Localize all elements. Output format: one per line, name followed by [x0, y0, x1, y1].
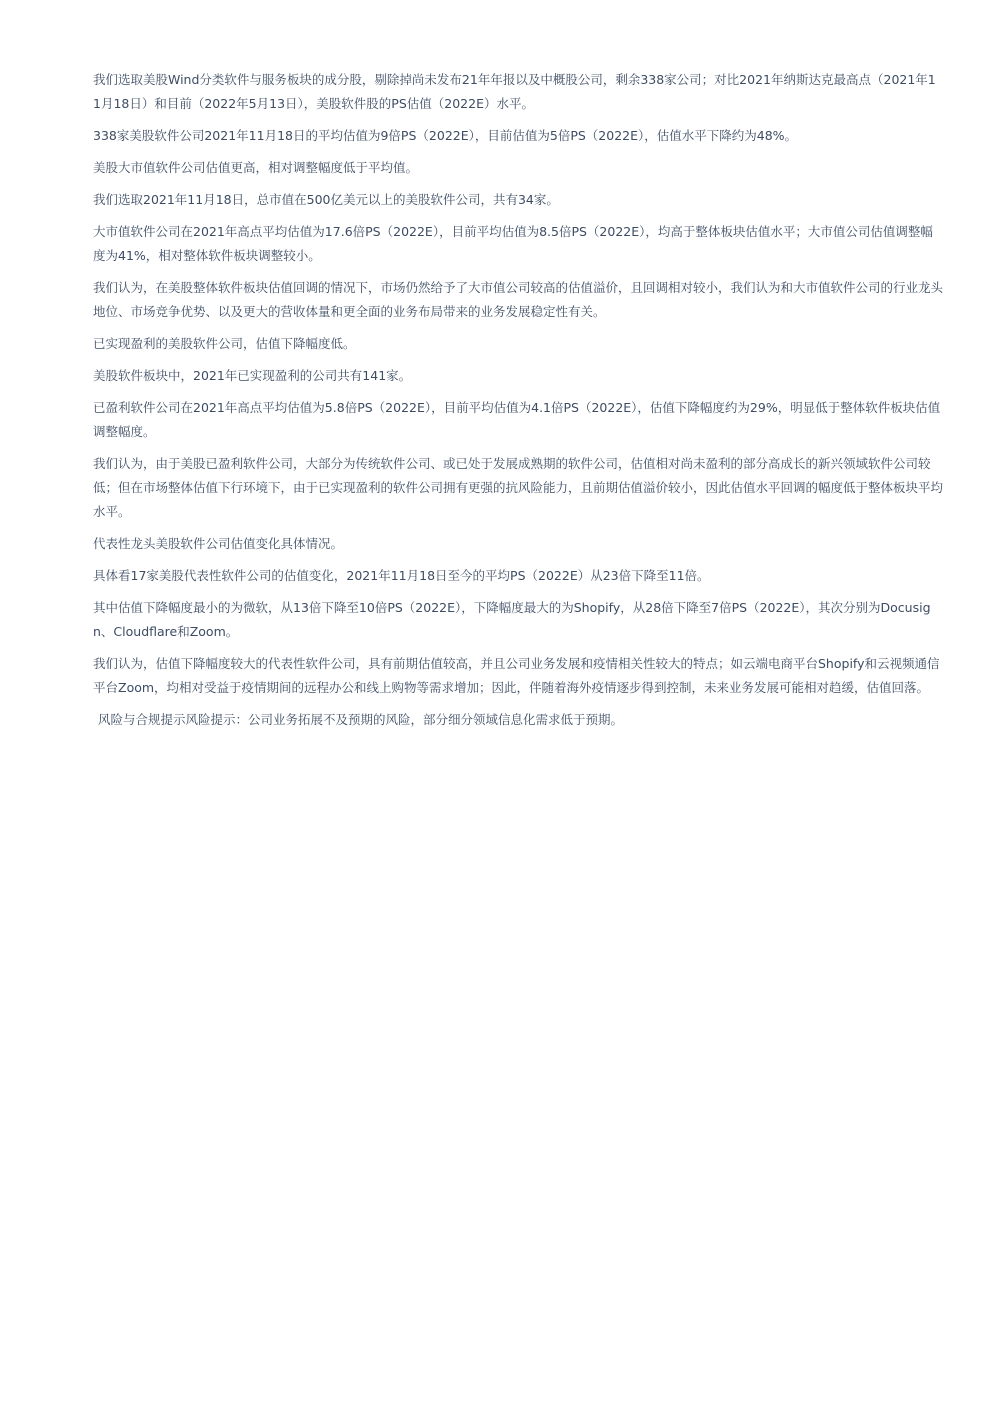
- paragraph-leaders-heading: 代表性龙头美股软件公司估值变化具体情况。: [93, 536, 344, 551]
- paragraph-large-cap-valuation: 大市值软件公司在2021年高点平均估值为17.6倍PS（2022E），目前平均估值为8.5倍PS（2022E），均高于整体板块估值水平；大市值公司估值调整幅度为41%，相对整体软件板块调整较小。: [93, 224, 933, 263]
- paragraph-profitable-valuation: 已盈利软件公司在2021年高点平均估值为5.8倍PS（2022E），目前平均估值为4.1倍PS（2022E），估值下降幅度约为29%，明显低于整体软件板块估值调整幅度。: [93, 400, 941, 439]
- paragraph-large-cap-selection: 我们选取2021年11月18日，总市值在500亿美元以上的美股软件公司，共有34家。: [93, 192, 559, 207]
- document-body: [93, 68, 943, 740]
- paragraph-scope: 我们选取美股Wind分类软件与服务板块的成分股，剔除掉尚未发布21年年报以及中概股公司，剩余338家公司；对比2021年纳斯达克最高点（2021年11月18日）和目前（2022年5月13日），美股软件股的PS估值（2022E）水平。: [93, 72, 936, 111]
- paragraph-profitable-heading: 已实现盈利的美股软件公司，估值下降幅度低。: [93, 336, 356, 351]
- paragraph-leaders-range: 其中估值下降幅度最小的为微软，从13倍下降至10倍PS（2022E），下降幅度最大的为Shopify，从28倍下降至7倍PS（2022E），其次分别为Docusign、Cloudflare和Zoom。: [93, 600, 931, 639]
- paragraph-leaders-average: 具体看17家美股代表性软件公司的估值变化，2021年11月18日至今的平均PS（2022E）从23倍下降至11倍。: [93, 568, 710, 583]
- paragraph-profitable-analysis: 我们认为，由于美股已盈利软件公司，大部分为传统软件公司、或已处于发展成熟期的软件公司，估值相对尚未盈利的部分高成长的新兴领域软件公司较低；但在市场整体估值下行环境下，由于已实现盈利的软件公司拥有更强的抗风险能力，且前期估值溢价较小，因此估值水平回调的幅度低于整体板块平均水平。: [93, 456, 944, 519]
- paragraph-overall-valuation: 338家美股软件公司2021年11月18日的平均估值为9倍PS（2022E），目前估值为5倍PS（2022E），估值水平下降约为48%。: [93, 128, 798, 143]
- paragraph-risk-disclosure: 风险与合规提示风险提示：公司业务拓展不及预期的风险，部分细分领域信息化需求低于预期。: [98, 712, 624, 727]
- paragraph-profitable-count: 美股软件板块中，2021年已实现盈利的公司共有141家。: [93, 368, 412, 383]
- paragraph-large-cap-analysis: 我们认为，在美股整体软件板块估值回调的情况下，市场仍然给予了大市值公司较高的估值溢价，且回调相对较小，我们认为和大市值软件公司的行业龙头地位、市场竞争优势、以及更大的营收体量和更全面的业务布局带来的业务发展稳定性有关。: [93, 280, 944, 319]
- paragraph-leaders-analysis: 我们认为，估值下降幅度较大的代表性软件公司，具有前期估值较高，并且公司业务发展和疫情相关性较大的特点；如云端电商平台Shopify和云视频通信平台Zoom，均相对受益于疫情期间的远程办公和线上购物等需求增加；因此，伴随着海外疫情逐步得到控制，未来业务发展可能相对趋缓，估值回落。: [93, 656, 940, 695]
- paragraph-large-cap-heading: 美股大市值软件公司估值更高，相对调整幅度低于平均值。: [93, 160, 419, 175]
